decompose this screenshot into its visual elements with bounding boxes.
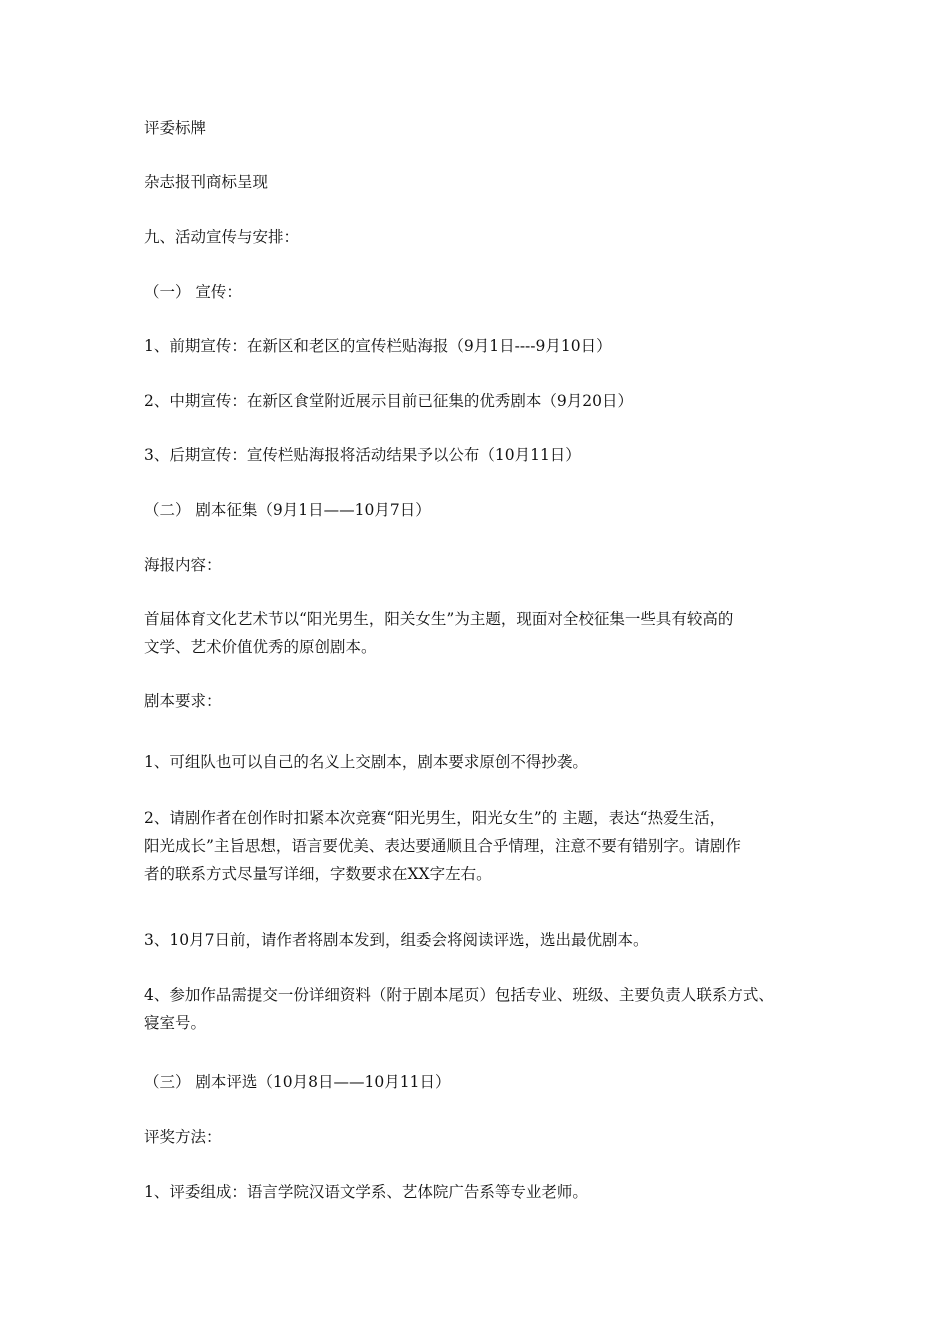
publicity-item-1: 1、前期宣传：在新区和老区的宣传栏贴海报（9月1日----9月10日） [144,337,612,355]
text-line-magazine-logo: 杂志报刊商标呈现 [144,173,269,191]
poster-content-line: 首届体育文化艺术节以“阳光男生，阳关女生”为主题，现面对全校征集一些具有较高的 [144,610,734,628]
subsection-heading-script-collection: （二） 剧本征集（9月1日——10月7日） [144,501,431,519]
award-method-heading: 评奖方法： [144,1128,222,1146]
requirement-4 [144,981,814,1037]
requirement-2-line: 阳光成长”主旨思想，语言要优美、表达要通顺且合乎情理，注意不要有错别字。请剧作 [144,837,741,855]
publicity-item-3: 3、后期宣传：宣传栏贴海报将活动结果予以公布（10月11日） [144,446,581,464]
poster-content-paragraph [144,605,814,661]
requirement-2-line: 2、请剧作者在创作时扣紧本次竞赛“阳光男生，阳光女生”的 主题，表达“热爱生活， [144,809,726,827]
requirements-heading: 剧本要求： [144,692,222,710]
subsection-heading-script-selection: （三） 剧本评选（10月8日——10月11日） [144,1073,451,1091]
subsection-heading-publicity: （一） 宣传： [144,283,242,301]
requirement-4-line: 寝室号。 [144,1014,207,1032]
requirement-2-line: 者的联系方式尽量写详细，字数要求在XX字左右。 [144,865,492,883]
poster-content-line: 文学、艺术价值优秀的原创剧本。 [144,638,377,656]
judges-composition: 1、评委组成：语言学院汉语文学系、艺体院广告系等专业老师。 [144,1183,588,1201]
requirement-2 [144,804,814,888]
requirement-4-line: 4、参加作品需提交一份详细资料（附于剧本尾页）包括专业、班级、主要负责人联系方式、 [144,986,774,1004]
poster-content-heading: 海报内容： [144,556,222,574]
requirement-1: 1、可组队也可以自己的名义上交剧本，剧本要求原创不得抄袭。 [144,753,588,771]
requirement-3: 3、10月7日前，请作者将剧本发到，组委会将阅读评选，选出最优剧本。 [144,931,649,949]
publicity-item-2: 2、中期宣传：在新区食堂附近展示目前已征集的优秀剧本（9月20日） [144,392,633,410]
text-line-judge-placards: 评委标牌 [144,119,207,137]
section-heading-publicity: 九、活动宣传与安排： [144,228,300,246]
